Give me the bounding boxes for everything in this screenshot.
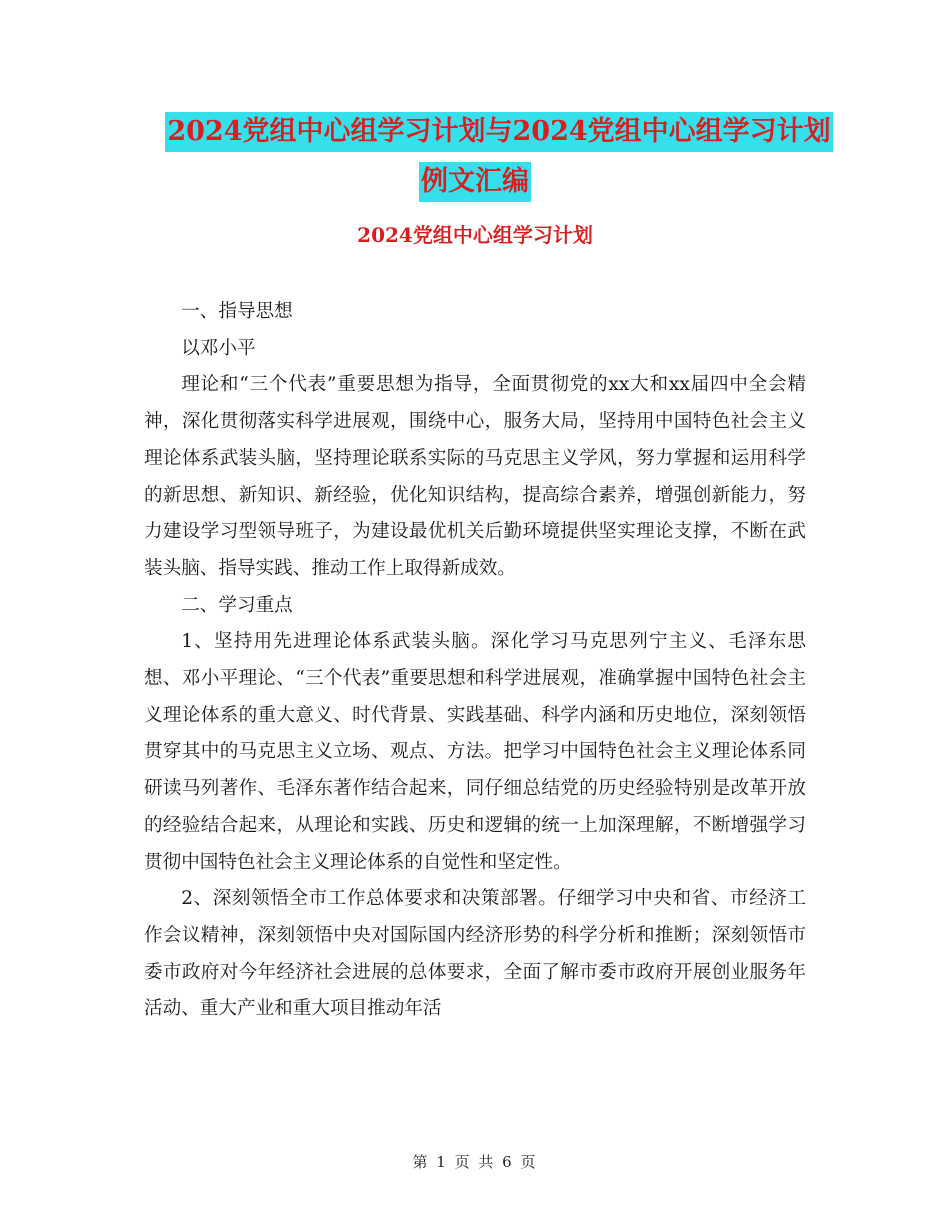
document-title	[0, 112, 950, 202]
paragraph: 理论和“三个代表”重要思想为指导，全面贯彻党的xx大和xx届四中全会精神，深化贯彻落实科学进展观，围绕中心，服务大局，坚持用中国特色社会主义理论体系武装头脑，坚持理论联系实际的马克思主义学风，努力掌握和运用科学的新思想、新知识、新经验，优化知识结构，提高综合素养，增强创新能力，努力建设学习型领导班子，为建设最优机关后勤环境提供坚实理论支撑，不断在武装头脑、指导实践、推动工作上取得新成效。	[144, 374, 806, 579]
paragraph: 以邓小平	[181, 337, 256, 359]
paragraph: 2、深刻领悟全市工作总体要求和决策部署。仔细学习中央和省、市经济工作会议精神，深刻领悟中央对国际国内经济形势的科学分析和推断；深刻领悟市委市政府对今年经济社会进展的总体要求，全面了解市委市政府开展创业服务年活动、重大产业和重大项目推动年活	[144, 888, 806, 1020]
page-footer: 第 1 页 共 6 页	[412, 1153, 538, 1171]
document-body	[144, 294, 806, 1028]
section-subtitle: 2024党组中心组学习计划	[357, 223, 593, 247]
title-line-1: 2024党组中心组学习计划与2024党组中心组学习计划	[165, 112, 832, 152]
paragraph: 一、指导思想	[181, 301, 293, 322]
paragraph: 1、坚持用先进理论体系武装头脑。深化学习马克思列宁主义、毛泽东思想、邓小平理论、“三个代表”重要思想和科学进展观，准确掌握中国特色社会主义理论体系的重大意义、时代背景、实践基础、科学内涵和历史地位，深刻领悟贯穿其中的马克思主义立场、观点、方法。把学习中国特色社会主义理论体系同研读马列著作、毛泽东著作结合起来，同仔细总结党的历史经验特别是改革开放的经验结合起来，从理论和实践、历史和逻辑的统一上加深理解，不断增强学习贯彻中国特色社会主义理论体系的自觉性和坚定性。	[144, 631, 806, 873]
title-line-2: 例文汇编	[419, 162, 531, 202]
paragraph: 二、学习重点	[181, 594, 293, 616]
